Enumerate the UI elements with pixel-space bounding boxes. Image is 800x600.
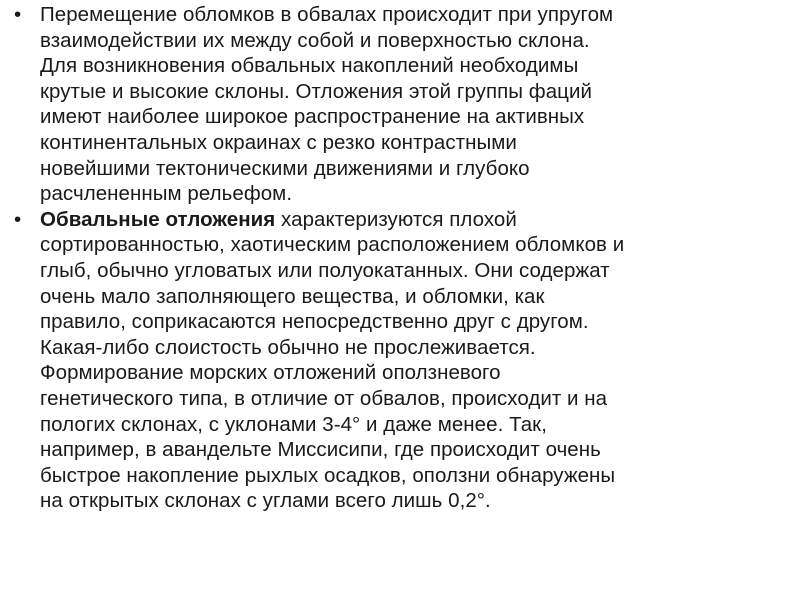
text-line: генетического типа, в отличие от обвалов, происходит и на (40, 386, 608, 410)
text-line: на открытых склонах с углами всего лишь 0,2°. (40, 489, 491, 513)
text-line: расчлененным рельефом. (40, 182, 293, 206)
text-line-rest: характеризуются плохой (275, 207, 517, 231)
text-line: Какая-либо слоистость обычно не прослеживается. (40, 335, 536, 359)
bullet-item-1 (12, 2, 790, 207)
text-line: Перемещение обломков в обвалах происходит при упругом (40, 3, 614, 26)
text-line: крутые и высокие склоны. Отложения этой группы фаций (40, 79, 592, 103)
text-line: очень мало заполняющего вещества, и обломки, как (40, 284, 545, 308)
text-line: континентальных окраинах с резко контрастными (40, 130, 517, 154)
text-line: имеют наиболее широкое распространение на активных (40, 105, 585, 129)
text-line: Для возникновения обвальных накоплений необходимы (40, 54, 579, 78)
bold-term: Обвальные отложения (40, 207, 276, 231)
text-line: правило, соприкасаются непосредственно друг с другом. (40, 310, 589, 334)
bullet-marker: • (14, 207, 22, 231)
text-line: например, в авандельте Миссисипи, где происходит очень (40, 438, 601, 462)
bullet-item-2 (12, 207, 790, 514)
text-line-first (40, 207, 790, 233)
bullet-marker: • (14, 3, 22, 26)
text-line: пологих склонах, с уклонами 3-4° и даже менее. Так, (40, 412, 547, 436)
bullet-list (12, 2, 790, 514)
text-line: сортированностью, хаотическим расположением обломков и (40, 233, 625, 257)
text-line: взаимодействии их между собой и поверхностью склона. (40, 28, 590, 52)
text-line: новейшими тектоническими движениями и глубоко (40, 156, 530, 180)
text-line: Формирование морских отложений оползневого (40, 361, 501, 385)
text-line: глыб, обычно угловатых или полуокатанных. Они содержат (40, 258, 610, 282)
text-line: быстрое накопление рыхлых осадков, оползни обнаружены (40, 463, 616, 487)
